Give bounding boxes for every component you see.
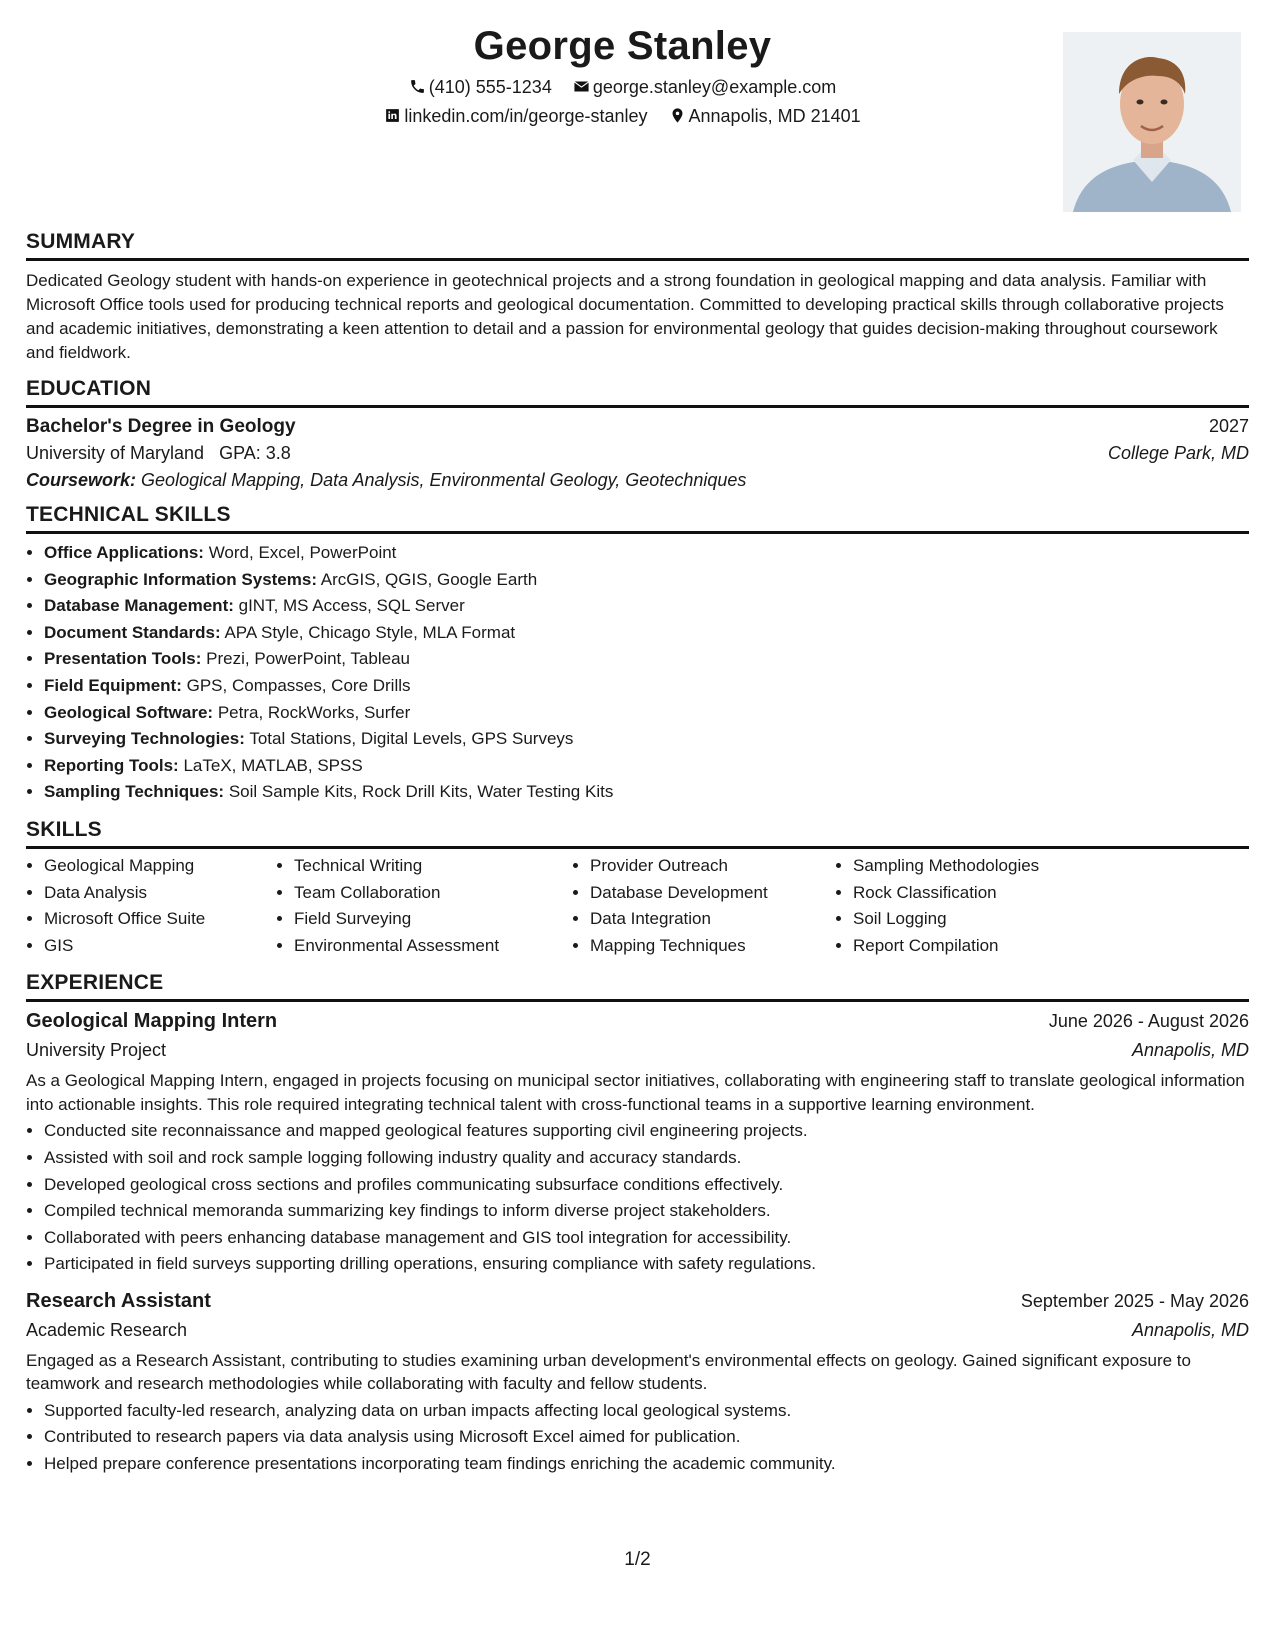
technical-skill-label: Reporting Tools: [44,755,179,775]
skill-item: • Technical Writing [294,853,572,880]
job-dates: September 2025 - May 2026 [1020,1290,1249,1311]
job-description: Engaged as a Research Assistant, contributing to studies examining urban development's environmental effects on geology. Gained significant exposure to teamwork and research methodologies while collaborating with faculty and fellow students. [26,1350,1191,1394]
job-organization: University Project [26,1040,167,1061]
technical-skill-label: Sampling Techniques: [44,782,225,802]
skill-item: • GIS [44,933,276,960]
technical-skill-item [44,646,1249,673]
school-name: University of Maryland [26,443,205,463]
job-title: Geological Mapping Intern [26,1010,278,1033]
skill-item: • Environmental Assessment [294,933,572,960]
technical-skill-label: Geographic Information Systems: [44,569,317,589]
technical-skill-label: Office Applications: [44,543,204,562]
skills-column [835,853,1083,959]
resume-page [26,20,1249,1490]
location-contact [669,106,861,127]
skill-item: • Geological Mapping [44,853,276,880]
technical-skill-label: Presentation Tools: [44,649,202,669]
job-bullet: • Contributed to research papers via data analysis using Microsoft Excel aimed for publication. [44,1424,1249,1451]
linkedin-contact[interactable] [384,106,647,127]
skills-section [26,818,1249,959]
gpa: GPA: 3.8 [219,443,291,463]
location-text: Annapolis, MD 21401 [688,106,861,126]
job-location: Annapolis, MD [1131,1319,1249,1340]
email-contact[interactable] [573,77,836,98]
linkedin-icon [384,107,401,124]
technical-skill-label: Geological Software: [44,702,214,722]
skill-item: • Data Integration [590,906,835,933]
phone-icon [409,78,426,95]
technical-skills-heading: TECHNICAL SKILLS [26,503,1249,534]
technical-skill-item [44,540,1249,567]
skill-item: • Data Analysis [44,880,276,907]
job-subheader [26,1040,1249,1061]
job-list [26,1010,1249,1477]
page-number: 1/2 [624,1549,651,1570]
skill-item: • Sampling Methodologies [853,853,1083,880]
graduation-year: 2027 [1208,416,1249,436]
technical-skills-list [26,540,1249,806]
job-subheader [26,1320,1249,1341]
coursework-list: Geological Mapping, Data Analysis, Environmental Geology, Geotechniques [141,470,747,490]
summary-heading: SUMMARY [26,230,1249,261]
job-title: Research Assistant [26,1289,211,1312]
experience-heading: EXPERIENCE [26,971,1249,1002]
email-text[interactable]: george.stanley@example.com [592,77,837,97]
job-bullet: • Compiled technical memoranda summarizing key findings to inform diverse project stakeholders. [44,1198,1249,1225]
job-bullet: • Conducted site reconnaissance and mapped geological features supporting civil engineering projects. [44,1118,1249,1145]
skills-column [572,853,835,959]
technical-skill-label: Database Management: [44,596,234,616]
technical-skills-section [26,503,1249,806]
skill-item: • Field Surveying [294,906,572,933]
job-bullet: • Helped prepare conference presentations incorporating team findings enriching the academic community. [44,1451,1249,1478]
technical-skill-label: Surveying Technologies: [44,729,245,749]
education-row-2 [26,443,1249,464]
job-entry [26,1290,1249,1478]
job-header [26,1010,1249,1033]
skill-item: • Mapping Techniques [590,933,835,960]
job-bullet: • Collaborated with peers enhancing database management and GIS tool integration for accessibility. [44,1225,1249,1252]
education-heading: EDUCATION [26,377,1249,408]
job-bullet: • Supported faculty-led research, analyzing data on urban impacts affecting local geological systems. [44,1398,1249,1425]
phone-contact [409,77,552,98]
technical-skill-value: GPS, Compasses, Core Drills [186,675,411,695]
job-bullet: • Developed geological cross sections and profiles communicating subsurface conditions effectively. [44,1172,1249,1199]
coursework [26,470,1249,491]
summary-section [26,230,1249,365]
technical-skill-item [44,593,1249,620]
job-header [26,1290,1249,1313]
technical-skill-value: Prezi, PowerPoint, Tableau [206,649,410,669]
technical-skill-value: ArcGIS, QGIS, Google Earth [320,569,538,589]
skill-item: • Report Compilation [853,933,1083,960]
phone-text: (410) 555-1234 [428,77,552,97]
technical-skill-value: Petra, RockWorks, Surfer [217,702,411,722]
skills-column [26,853,276,959]
technical-skill-value: LaTeX, MATLAB, SPSS [183,755,363,775]
school-info [26,443,291,464]
experience-section [26,971,1249,1477]
technical-skill-item [44,700,1249,727]
skill-item: • Rock Classification [853,880,1083,907]
job-bullet: • Assisted with soil and rock sample logging following industry quality and accuracy standards. [44,1145,1249,1172]
job-location: Annapolis, MD [1131,1040,1249,1061]
education-row-1 [26,416,1249,438]
profile-photo [1063,32,1241,212]
degree: Bachelor's Degree in Geology [26,416,296,437]
technical-skill-value: Total Stations, Digital Levels, GPS Surveys [249,729,574,749]
technical-skill-label: Field Equipment: [44,675,182,695]
school-location: College Park, MD [1107,443,1249,463]
skills-grid [26,853,1249,959]
technical-skill-value: Soil Sample Kits, Rock Drill Kits, Water Testing Kits [228,782,614,802]
skills-column [276,853,572,959]
education-section [26,377,1249,491]
job-bullet: • Participated in field surveys supporting drilling operations, ensuring compliance with safety regulations. [44,1251,1249,1278]
technical-skill-value: gINT, MS Access, SQL Server [238,596,465,616]
technical-skill-item [44,726,1249,753]
technical-skill-item [44,567,1249,594]
coursework-label: Coursework: [26,470,137,490]
skills-heading: SKILLS [26,818,1249,849]
linkedin-text[interactable]: linkedin.com/in/george-stanley [404,106,648,126]
job-description: As a Geological Mapping Intern, engaged in projects focusing on municipal sector initiatives, collaborating with engineering staff to translate geological information into actionable insights. This role required integrating technical talent with cross-functional teams in a supportive learning environment. [26,1071,1245,1114]
technical-skill-value: APA Style, Chicago Style, MLA Format [224,622,516,642]
technical-skill-item [44,673,1249,700]
job-dates: June 2026 - August 2026 [1048,1011,1249,1032]
skill-item: • Database Development [590,880,835,907]
skill-item: • Team Collaboration [294,880,572,907]
skill-item: • Soil Logging [853,906,1083,933]
summary-text: Dedicated Geology student with hands-on experience in geotechnical projects and a strong foundation in geological mapping and data analysis. Familiar with Microsoft Office tools used for producing technical reports and geological documentation. Committed to developing practical skills through collaborative projects and academic initiatives, demonstrating a keen attention to detail and a passion for environmental geology that guides decision-making throughout coursework and fieldwork. [26,271,1224,362]
technical-skill-item [44,753,1249,780]
skill-item: • Provider Outreach [590,853,835,880]
map-marker-icon [669,107,686,124]
technical-skill-item [44,779,1249,806]
envelope-icon [573,78,590,95]
skill-item: • Microsoft Office Suite [44,906,276,933]
job-bullets [26,1118,1249,1278]
technical-skill-label: Document Standards: [44,622,221,642]
technical-skill-value: Word, Excel, PowerPoint [208,543,397,562]
job-bullets [26,1398,1249,1478]
job-organization: Academic Research [26,1319,188,1340]
candidate-name: George Stanley [473,24,772,68]
resume-header [26,20,1249,230]
technical-skill-item [44,620,1249,647]
job-entry [26,1010,1249,1278]
